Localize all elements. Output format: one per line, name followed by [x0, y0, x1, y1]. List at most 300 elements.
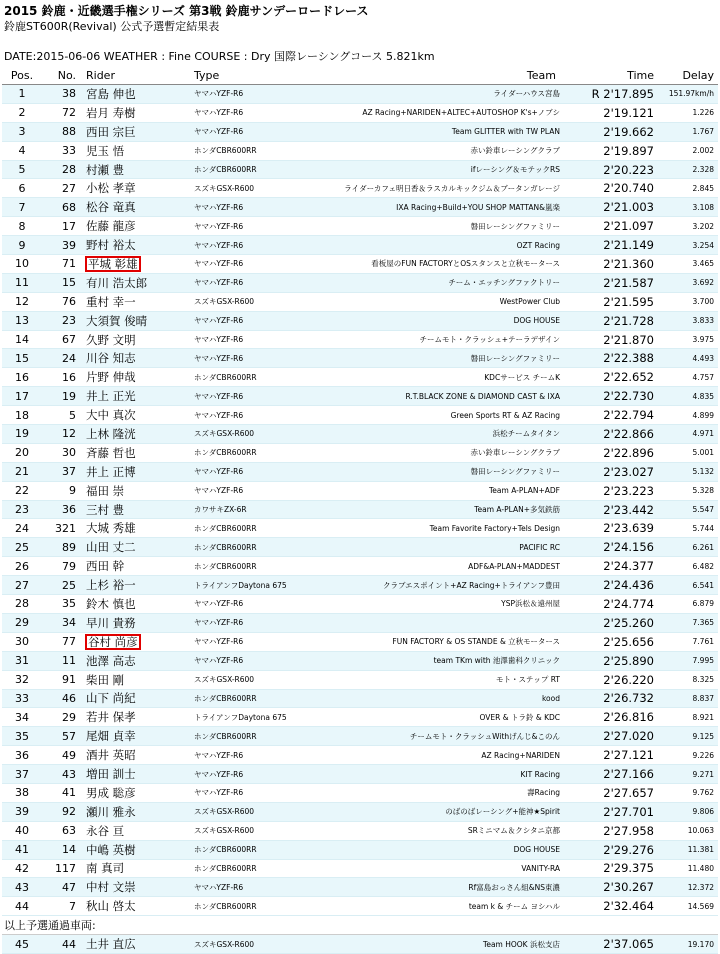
col-team-header: Team — [294, 66, 564, 85]
rider-cell: 大須賀 俊晴 — [80, 311, 190, 330]
team-cell: SRミニマム＆クシタニ京都 — [294, 821, 564, 840]
delay-cell: 3.833 — [658, 311, 718, 330]
team-cell: DOG HOUSE — [294, 840, 564, 859]
time-cell: 2'22.388 — [564, 349, 658, 368]
delay-cell: 151.97km/h — [658, 85, 718, 104]
rider-cell: 西田 幹 — [80, 557, 190, 576]
delay-cell: 3.202 — [658, 217, 718, 236]
type-cell: ヤマハYZF-R6 — [190, 103, 294, 122]
table-row — [2, 765, 718, 784]
time-cell: 2'24.156 — [564, 538, 658, 557]
time-cell: 2'24.436 — [564, 576, 658, 595]
team-cell: team TKm with 池澤歯科クリニック — [294, 651, 564, 670]
table-row — [2, 783, 718, 802]
delay-cell: 5.328 — [658, 481, 718, 500]
type-cell: ヤマハYZF-R6 — [190, 349, 294, 368]
type-cell: スズキGSX-R600 — [190, 292, 294, 311]
pos-cell: 8 — [2, 217, 42, 236]
rider-cell: 久野 文明 — [80, 330, 190, 349]
number-cell: 12 — [42, 425, 80, 444]
team-cell: VANITY-RA — [294, 859, 564, 878]
time-cell: 2'32.464 — [564, 897, 658, 916]
delay-cell: 4.757 — [658, 368, 718, 387]
delay-cell: 9.125 — [658, 727, 718, 746]
delay-cell: 2.328 — [658, 160, 718, 179]
pos-cell: 2 — [2, 103, 42, 122]
delay-cell: 7.995 — [658, 651, 718, 670]
rider-cell: 児玉 悟 — [80, 141, 190, 160]
type-cell: ヤマハYZF-R6 — [190, 481, 294, 500]
pos-cell: 24 — [2, 519, 42, 538]
table-row — [2, 519, 718, 538]
time-cell: 2'27.121 — [564, 746, 658, 765]
rider-cell: 男成 聡彦 — [80, 783, 190, 802]
type-cell: ホンダCBR600RR — [190, 727, 294, 746]
number-cell: 30 — [42, 443, 80, 462]
table-row — [2, 103, 718, 122]
number-cell: 39 — [42, 236, 80, 255]
team-cell: のばのばレーシング+能神★Spirit — [294, 802, 564, 821]
table-row — [2, 255, 718, 274]
type-cell: ホンダCBR600RR — [190, 538, 294, 557]
table-row — [2, 481, 718, 500]
page-title: 2015 鈴鹿・近畿選手権シリーズ 第3戦 鈴鹿サンデーロードレース — [4, 4, 369, 18]
delay-cell: 3.975 — [658, 330, 718, 349]
table-row — [2, 727, 718, 746]
pos-cell: 29 — [2, 613, 42, 632]
delay-cell: 9.806 — [658, 802, 718, 821]
table-row — [2, 821, 718, 840]
time-cell: 2'23.027 — [564, 462, 658, 481]
table-row — [2, 462, 718, 481]
delay-cell: 9.271 — [658, 765, 718, 784]
team-cell: Team A-PLAN+多気鉄筋 — [294, 500, 564, 519]
rider-cell: 尾畑 貞幸 — [80, 727, 190, 746]
time-cell: 2'19.662 — [564, 122, 658, 141]
type-cell: ヤマハYZF-R6 — [190, 330, 294, 349]
number-cell: 79 — [42, 557, 80, 576]
number-cell: 34 — [42, 613, 80, 632]
number-cell: 77 — [42, 632, 80, 651]
type-cell: ヤマハYZF-R6 — [190, 198, 294, 217]
time-cell: 2'19.897 — [564, 141, 658, 160]
table-row — [2, 689, 718, 708]
type-cell: スズキGSX-R600 — [190, 802, 294, 821]
delay-cell: 6.261 — [658, 538, 718, 557]
team-cell: 磐田レーシングファミリー — [294, 462, 564, 481]
table-row — [2, 406, 718, 425]
time-cell: 2'23.639 — [564, 519, 658, 538]
pos-cell: 43 — [2, 878, 42, 897]
table-row — [2, 236, 718, 255]
pos-cell: 16 — [2, 368, 42, 387]
table-row — [2, 859, 718, 878]
number-cell: 71 — [42, 255, 80, 274]
team-cell: 磐田レーシングファミリー — [294, 349, 564, 368]
time-cell: 2'37.065 — [564, 935, 658, 954]
results-table — [2, 66, 718, 954]
time-cell: R 2'17.895 — [564, 85, 658, 104]
rider-cell: 村瀬 豊 — [80, 160, 190, 179]
pos-cell: 18 — [2, 406, 42, 425]
pos-cell: 6 — [2, 179, 42, 198]
number-cell: 68 — [42, 198, 80, 217]
rider-cell: 中嶋 英樹 — [80, 840, 190, 859]
pos-cell: 22 — [2, 481, 42, 500]
number-cell: 23 — [42, 311, 80, 330]
team-cell: FUN FACTORY & OS STANDE & 立秋モータース — [294, 632, 564, 651]
time-cell: 2'29.375 — [564, 859, 658, 878]
type-cell: ヤマハYZF-R6 — [190, 236, 294, 255]
time-cell: 2'19.121 — [564, 103, 658, 122]
type-cell: ホンダCBR600RR — [190, 141, 294, 160]
number-cell: 41 — [42, 783, 80, 802]
pos-cell: 13 — [2, 311, 42, 330]
pos-cell: 19 — [2, 425, 42, 444]
delay-cell: 6.879 — [658, 595, 718, 614]
rider-cell: 山田 丈二 — [80, 538, 190, 557]
rider-cell: 井上 正光 — [80, 387, 190, 406]
time-cell: 2'22.730 — [564, 387, 658, 406]
number-cell: 35 — [42, 595, 80, 614]
number-cell: 5 — [42, 406, 80, 425]
delay-cell: 8.837 — [658, 689, 718, 708]
time-cell: 2'21.870 — [564, 330, 658, 349]
team-cell: ライダーハウス宮島 — [294, 85, 564, 104]
time-cell: 2'21.595 — [564, 292, 658, 311]
delay-cell: 3.108 — [658, 198, 718, 217]
rider-cell: 大中 真次 — [80, 406, 190, 425]
pos-cell: 37 — [2, 765, 42, 784]
type-cell: スズキGSX-R600 — [190, 425, 294, 444]
delay-cell: 3.700 — [658, 292, 718, 311]
number-cell: 72 — [42, 103, 80, 122]
type-cell: ヤマハYZF-R6 — [190, 462, 294, 481]
team-cell: ADF&A-PLAN+MADDEST — [294, 557, 564, 576]
rider-cell: 斉藤 哲也 — [80, 443, 190, 462]
rider-cell: 山下 尚紀 — [80, 689, 190, 708]
team-cell: ライダーカフェ明日香＆ラスカルキックジム＆ブータンガレージ — [294, 179, 564, 198]
table-row — [2, 670, 718, 689]
time-cell: 2'27.657 — [564, 783, 658, 802]
pos-cell: 30 — [2, 632, 42, 651]
team-cell: Team GLITTER with TW PLAN — [294, 122, 564, 141]
highlighted-rider-name: 谷村 尚彦 — [88, 634, 138, 649]
team-cell: Team A-PLAN+ADF — [294, 481, 564, 500]
time-cell: 2'26.816 — [564, 708, 658, 727]
delay-cell: 7.365 — [658, 613, 718, 632]
type-cell: カワサキZX-6R — [190, 500, 294, 519]
time-cell: 2'23.442 — [564, 500, 658, 519]
rider-cell: 土井 直広 — [80, 935, 190, 954]
results-body — [2, 85, 718, 954]
number-cell: 38 — [42, 85, 80, 104]
delay-cell: 5.547 — [658, 500, 718, 519]
time-cell: 2'21.587 — [564, 273, 658, 292]
time-cell: 2'22.652 — [564, 368, 658, 387]
team-cell: 浜松チームタイタン — [294, 425, 564, 444]
rider-cell: 南 真司 — [80, 859, 190, 878]
number-cell: 33 — [42, 141, 80, 160]
type-cell: ホンダCBR600RR — [190, 897, 294, 916]
pos-cell: 11 — [2, 273, 42, 292]
team-cell: DOG HOUSE — [294, 311, 564, 330]
team-cell: OVER & トラ鈴 & KDC — [294, 708, 564, 727]
number-cell: 57 — [42, 727, 80, 746]
time-cell: 2'27.958 — [564, 821, 658, 840]
rider-cell: 井上 正博 — [80, 462, 190, 481]
team-cell: 赤い鈴車レーシングクラブ — [294, 141, 564, 160]
type-cell: ヤマハYZF-R6 — [190, 311, 294, 330]
table-row — [2, 632, 718, 651]
type-cell: トライアンフDaytona 675 — [190, 708, 294, 727]
time-cell: 2'22.866 — [564, 425, 658, 444]
pos-cell: 7 — [2, 198, 42, 217]
table-row — [2, 292, 718, 311]
rider-cell: 岩月 寿樹 — [80, 103, 190, 122]
number-cell: 37 — [42, 462, 80, 481]
team-cell: Rf富島おっさん組&NS東濃 — [294, 878, 564, 897]
pos-cell: 25 — [2, 538, 42, 557]
team-cell: モト・ステップ RT — [294, 670, 564, 689]
rider-cell: 酒井 英昭 — [80, 746, 190, 765]
time-cell: 2'24.774 — [564, 595, 658, 614]
pos-cell: 23 — [2, 500, 42, 519]
table-row — [2, 595, 718, 614]
table-row — [2, 160, 718, 179]
table-row — [2, 85, 718, 104]
time-cell: 2'20.740 — [564, 179, 658, 198]
time-cell: 2'21.360 — [564, 255, 658, 274]
delay-cell: 5.132 — [658, 462, 718, 481]
number-cell: 91 — [42, 670, 80, 689]
table-row — [2, 840, 718, 859]
pos-cell: 33 — [2, 689, 42, 708]
rider-cell: 重村 幸一 — [80, 292, 190, 311]
team-cell: IXA Racing+Build+YOU SHOP MATTAN&嵐楽 — [294, 198, 564, 217]
type-cell: ヤマハYZF-R6 — [190, 217, 294, 236]
rider-cell: 池澤 高志 — [80, 651, 190, 670]
table-row — [2, 557, 718, 576]
time-cell: 2'29.276 — [564, 840, 658, 859]
pos-cell: 4 — [2, 141, 42, 160]
number-cell: 16 — [42, 368, 80, 387]
type-cell: ホンダCBR600RR — [190, 443, 294, 462]
pos-cell: 38 — [2, 783, 42, 802]
team-cell: AZ Racing+NARIDEN+ALTEC+AUTOSHOP K's+ノブシ — [294, 103, 564, 122]
delay-cell: 9.762 — [658, 783, 718, 802]
delay-cell: 2.845 — [658, 179, 718, 198]
delay-cell: 9.226 — [658, 746, 718, 765]
delay-cell: 10.063 — [658, 821, 718, 840]
table-row — [2, 330, 718, 349]
rider-cell: 三村 豊 — [80, 500, 190, 519]
rider-cell: 福田 崇 — [80, 481, 190, 500]
time-cell: 2'21.728 — [564, 311, 658, 330]
pos-cell: 34 — [2, 708, 42, 727]
time-cell: 2'21.149 — [564, 236, 658, 255]
col-type-header: Type — [190, 66, 294, 85]
time-cell: 2'21.097 — [564, 217, 658, 236]
number-cell: 67 — [42, 330, 80, 349]
number-cell: 88 — [42, 122, 80, 141]
number-cell: 15 — [42, 273, 80, 292]
rider-cell: 瀬川 雅永 — [80, 802, 190, 821]
rider-cell: 宮島 伸也 — [80, 85, 190, 104]
team-cell: YSP浜松＆遠州屋 — [294, 595, 564, 614]
team-cell: クラブエスポイント+AZ Racing+トライアンフ豊田 — [294, 576, 564, 595]
rider-cell: 増田 訓士 — [80, 765, 190, 784]
table-row — [2, 179, 718, 198]
table-row — [2, 122, 718, 141]
number-cell: 49 — [42, 746, 80, 765]
col-delay-header: Delay — [658, 66, 718, 85]
col-rider-header: Rider — [80, 66, 190, 85]
number-cell: 92 — [42, 802, 80, 821]
pos-cell: 41 — [2, 840, 42, 859]
table-row — [2, 538, 718, 557]
number-cell: 46 — [42, 689, 80, 708]
type-cell: ヤマハYZF-R6 — [190, 746, 294, 765]
type-cell: スズキGSX-R600 — [190, 935, 294, 954]
table-row — [2, 935, 718, 954]
table-row — [2, 746, 718, 765]
delay-cell: 4.493 — [658, 349, 718, 368]
type-cell: ヤマハYZF-R6 — [190, 651, 294, 670]
delay-cell: 8.325 — [658, 670, 718, 689]
table-row — [2, 349, 718, 368]
type-cell: ヤマハYZF-R6 — [190, 273, 294, 292]
pos-cell: 40 — [2, 821, 42, 840]
time-cell: 2'25.890 — [564, 651, 658, 670]
number-cell: 17 — [42, 217, 80, 236]
pos-cell: 20 — [2, 443, 42, 462]
type-cell: ヤマハYZF-R6 — [190, 765, 294, 784]
type-cell: ホンダCBR600RR — [190, 689, 294, 708]
time-cell: 2'20.223 — [564, 160, 658, 179]
time-cell: 2'24.377 — [564, 557, 658, 576]
time-cell: 2'27.166 — [564, 765, 658, 784]
number-cell: 36 — [42, 500, 80, 519]
delay-cell: 1.767 — [658, 122, 718, 141]
type-cell: ホンダCBR600RR — [190, 859, 294, 878]
team-cell: KIT Racing — [294, 765, 564, 784]
delay-cell: 3.254 — [658, 236, 718, 255]
table-row — [2, 425, 718, 444]
table-row — [2, 897, 718, 916]
rider-cell: 若井 保孝 — [80, 708, 190, 727]
number-cell: 76 — [42, 292, 80, 311]
number-cell: 117 — [42, 859, 80, 878]
rider-cell — [80, 632, 190, 651]
col-no-header: No. — [42, 66, 80, 85]
team-cell: KDCサービス チームK — [294, 368, 564, 387]
highlighted-rider-name: 平城 彰雄 — [88, 256, 138, 271]
delay-cell: 12.372 — [658, 878, 718, 897]
rider-cell: 有川 浩太郎 — [80, 273, 190, 292]
team-cell: PACIFIC RC — [294, 538, 564, 557]
number-cell: 14 — [42, 840, 80, 859]
delay-cell: 7.761 — [658, 632, 718, 651]
table-row — [2, 387, 718, 406]
qualifying-cutoff-row — [2, 916, 718, 935]
pos-cell: 14 — [2, 330, 42, 349]
table-row — [2, 651, 718, 670]
rider-cell: 上林 隆洸 — [80, 425, 190, 444]
number-cell: 11 — [42, 651, 80, 670]
col-pos-header: Pos. — [2, 66, 42, 85]
pos-cell: 21 — [2, 462, 42, 481]
table-row — [2, 198, 718, 217]
type-cell: ヤマハYZF-R6 — [190, 595, 294, 614]
pos-cell: 10 — [2, 255, 42, 274]
time-cell: 2'25.260 — [564, 613, 658, 632]
team-cell: 壽Racing — [294, 783, 564, 802]
delay-cell: 6.541 — [658, 576, 718, 595]
number-cell: 47 — [42, 878, 80, 897]
type-cell: ヤマハYZF-R6 — [190, 122, 294, 141]
session-info: DATE:2015-06-06 WEATHER : Fine COURSE : Dry 国際レーシングコース 5.821km — [4, 50, 435, 63]
rider-cell: 野村 裕太 — [80, 236, 190, 255]
team-cell: チームモト・クラッシュWithげんじ&このん — [294, 727, 564, 746]
pos-cell: 26 — [2, 557, 42, 576]
rider-cell: 早川 貴務 — [80, 613, 190, 632]
delay-cell: 8.921 — [658, 708, 718, 727]
delay-cell: 3.692 — [658, 273, 718, 292]
type-cell: ヤマハYZF-R6 — [190, 406, 294, 425]
time-cell: 2'27.701 — [564, 802, 658, 821]
table-row — [2, 141, 718, 160]
type-cell: ヤマハYZF-R6 — [190, 387, 294, 406]
team-cell: Team Favorite Factory+Tels Design — [294, 519, 564, 538]
rider-cell: 上杉 裕一 — [80, 576, 190, 595]
team-cell: R.T.BLACK ZONE & DIAMOND CAST & IXA — [294, 387, 564, 406]
pos-cell: 45 — [2, 935, 42, 954]
team-cell: チーム・エッチングファクトリー — [294, 273, 564, 292]
number-cell: 29 — [42, 708, 80, 727]
pos-cell: 35 — [2, 727, 42, 746]
number-cell: 89 — [42, 538, 80, 557]
pos-cell: 27 — [2, 576, 42, 595]
time-cell: 2'26.732 — [564, 689, 658, 708]
pos-cell: 9 — [2, 236, 42, 255]
type-cell: ヤマハYZF-R6 — [190, 878, 294, 897]
number-cell: 27 — [42, 179, 80, 198]
number-cell: 25 — [42, 576, 80, 595]
type-cell: ヤマハYZF-R6 — [190, 783, 294, 802]
delay-cell: 11.381 — [658, 840, 718, 859]
number-cell: 28 — [42, 160, 80, 179]
time-cell: 2'26.220 — [564, 670, 658, 689]
rider-cell: 柴田 剛 — [80, 670, 190, 689]
time-cell: 2'23.223 — [564, 481, 658, 500]
team-cell: kood — [294, 689, 564, 708]
time-cell: 2'22.896 — [564, 443, 658, 462]
type-cell: ヤマハYZF-R6 — [190, 255, 294, 274]
rider-cell — [80, 255, 190, 274]
number-cell: 19 — [42, 387, 80, 406]
delay-cell: 4.899 — [658, 406, 718, 425]
delay-cell: 14.569 — [658, 897, 718, 916]
table-header-row — [2, 66, 718, 85]
team-cell: team k & チーム ヨシハル — [294, 897, 564, 916]
rider-cell: 中村 文崇 — [80, 878, 190, 897]
type-cell: ホンダCBR600RR — [190, 368, 294, 387]
type-cell: スズキGSX-R600 — [190, 821, 294, 840]
team-cell: 磐田レーシングファミリー — [294, 217, 564, 236]
rider-cell: 片野 伸哉 — [80, 368, 190, 387]
team-cell: AZ Racing+NARIDEN — [294, 746, 564, 765]
